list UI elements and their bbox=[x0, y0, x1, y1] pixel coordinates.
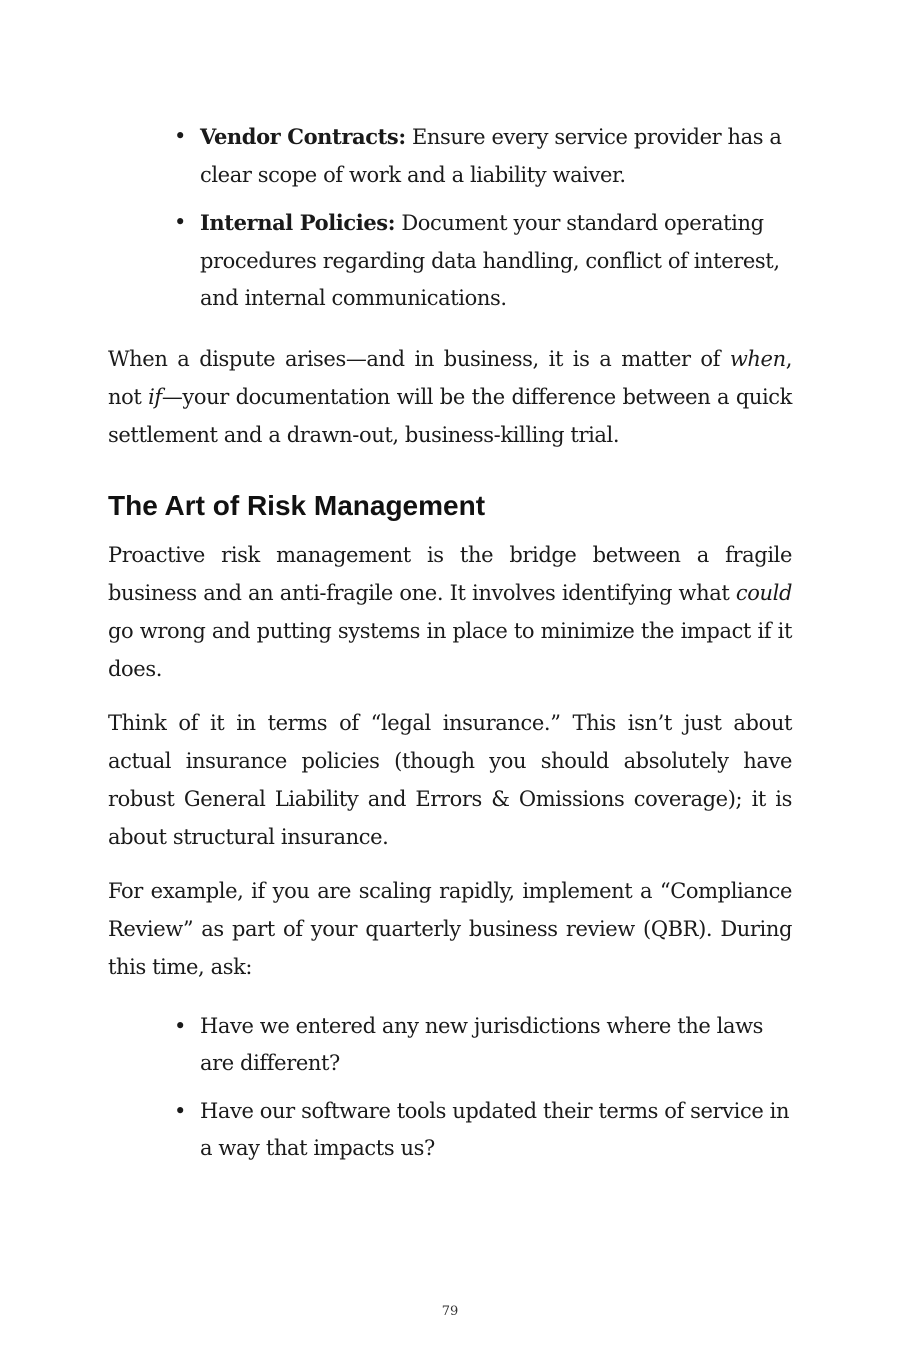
section-heading: The Art of Risk Management bbox=[108, 489, 486, 521]
bullet-icon: • bbox=[174, 1098, 186, 1123]
bullet-icon: • bbox=[174, 124, 186, 148]
questions-bullet-list bbox=[108, 1008, 792, 1168]
dispute-paragraph bbox=[108, 340, 792, 454]
insurance-paragraph: Think of it in terms of “legal insurance.” This isn’t just about actual insurance policies (though you should absolutely have robust General Liability and Errors & Omissions coverage); it is about structural insurance. bbox=[108, 710, 792, 849]
contracts-bullet-list bbox=[108, 118, 792, 318]
text-run: When a dispute arises—and in business, it is a matter of bbox=[108, 346, 730, 371]
bullet-text: Document your standard operating procedures regarding data handling, conflict of interest, and internal communications. bbox=[200, 211, 780, 310]
bullet-term: Internal Policies: bbox=[200, 210, 396, 235]
bullet-icon: • bbox=[174, 1013, 186, 1038]
example-paragraph: For example, if you are scaling rapidly, implement a “Compliance Review” as part of your quarterly business review (QBR). During this time, ask: bbox=[108, 878, 792, 979]
list-item bbox=[174, 1008, 792, 1083]
text-run: —your documentation will be the difference between a quick settlement and a drawn-out, business-killing trial. bbox=[108, 384, 792, 447]
text-run: go wrong and putting systems in place to minimize the impact if it does. bbox=[108, 618, 792, 681]
question-text: Have our software tools updated their terms of service in a way that impacts us? bbox=[200, 1098, 790, 1160]
emphasis-could: could bbox=[735, 580, 792, 605]
emphasis-if: if bbox=[148, 384, 162, 409]
emphasis-when: when bbox=[729, 346, 786, 371]
risk-paragraph bbox=[108, 536, 792, 688]
bullet-text: Ensure every service provider has a clear scope of work and a liability waiver. bbox=[200, 125, 782, 187]
text-run: , not bbox=[108, 346, 792, 409]
list-item bbox=[174, 118, 792, 194]
question-text: Have we entered any new jurisdictions where the laws are different? bbox=[200, 1013, 764, 1075]
page-number: 79 bbox=[441, 1304, 459, 1319]
list-item bbox=[174, 204, 792, 318]
list-item bbox=[174, 1093, 792, 1168]
text-run: Proactive risk management is the bridge between a fragile business and an anti-fragile one. It involves identifying what bbox=[108, 542, 792, 605]
page-content bbox=[108, 118, 792, 1178]
bullet-term: Vendor Contracts: bbox=[200, 124, 406, 149]
bullet-icon: • bbox=[174, 210, 186, 234]
